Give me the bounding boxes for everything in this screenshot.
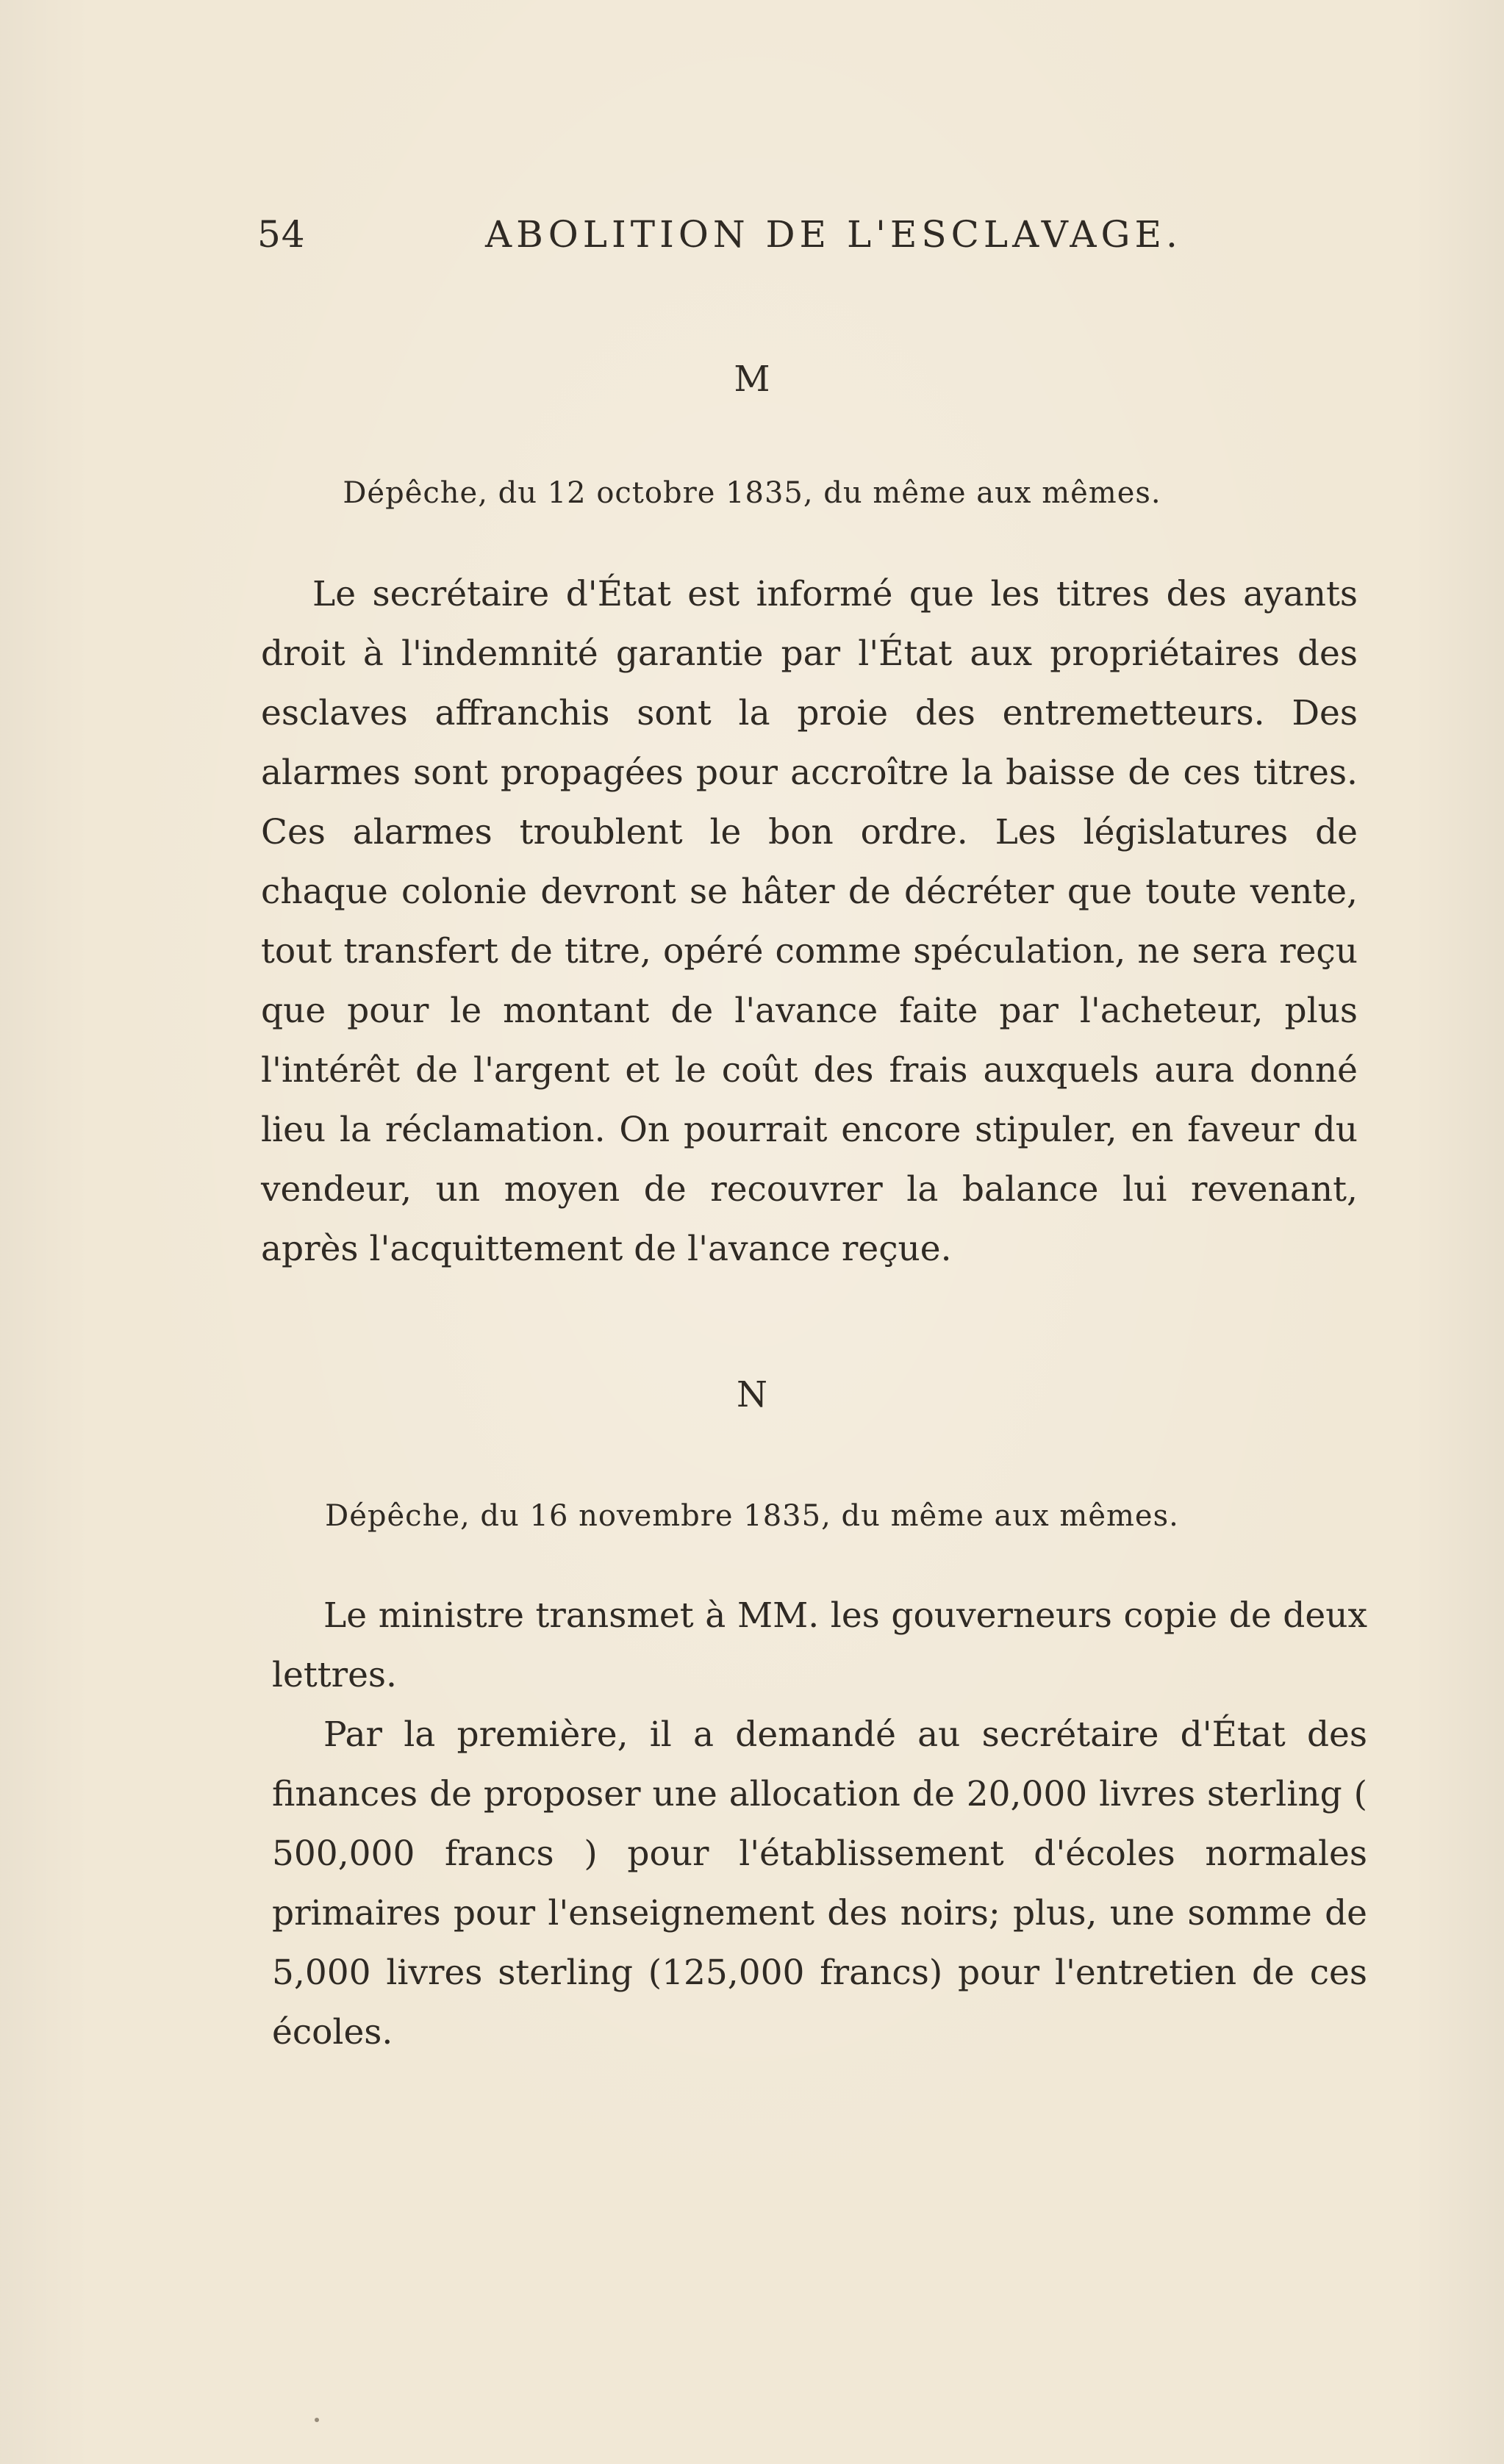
dispatch-heading-m: Dépêche, du 12 octobre 1835, du même aux mêmes.	[343, 476, 1161, 510]
running-head	[257, 213, 1182, 265]
page-number: 54	[257, 213, 306, 256]
paragraph-m-1: Le secrétaire d'État est informé que les titres des ayants droit à l'indemnité garantie par l'État aux propriétaires des esclaves affranchis sont la proie des entremetteurs. Des alarmes sont propagées pour accroître la baisse de ces titres. Ces alarmes troublent le bon ordre. Les législatures de chaque colonie devront se hâter de décréter que toute vente, tout transfert de titre, opéré comme spéculation, ne sera reçu que pour le montant de l'avance faite par l'acheteur, plus l'intérêt de l'argent et le coût des frais auxquels aura donné lieu la réclamation. On pourrait encore stipuler, en faveur du vendeur, un moyen de recouvrer la balance lui revenant, après l'acquittement de l'avance reçue.	[261, 574, 1358, 1269]
section-m-body	[261, 564, 1358, 1279]
section-letter-m: M	[734, 359, 770, 400]
paragraph-n-1: Le ministre transmet à MM. les gouverneurs copie de deux lettres.	[272, 1595, 1367, 1695]
dispatch-heading-n: Dépêche, du 16 novembre 1835, du même aux mêmes.	[325, 1499, 1179, 1533]
section-n-body	[272, 1586, 1367, 2062]
running-title: ABOLITION DE L'ESCLAVAGE.	[485, 213, 1182, 256]
section-letter-n: N	[737, 1374, 767, 1415]
paper-speck	[315, 2418, 319, 2422]
paragraph-n-2: Par la première, il a demandé au secrétaire d'État des finances de proposer une allocation de 20,000 livres sterling ( 500,000 francs ) pour l'établissement d'écoles normales primaires pour l'enseignement des noirs; plus, une somme de 5,000 livres sterling (125,000 francs) pour l'entretien de ces écoles.	[272, 1714, 1367, 2052]
